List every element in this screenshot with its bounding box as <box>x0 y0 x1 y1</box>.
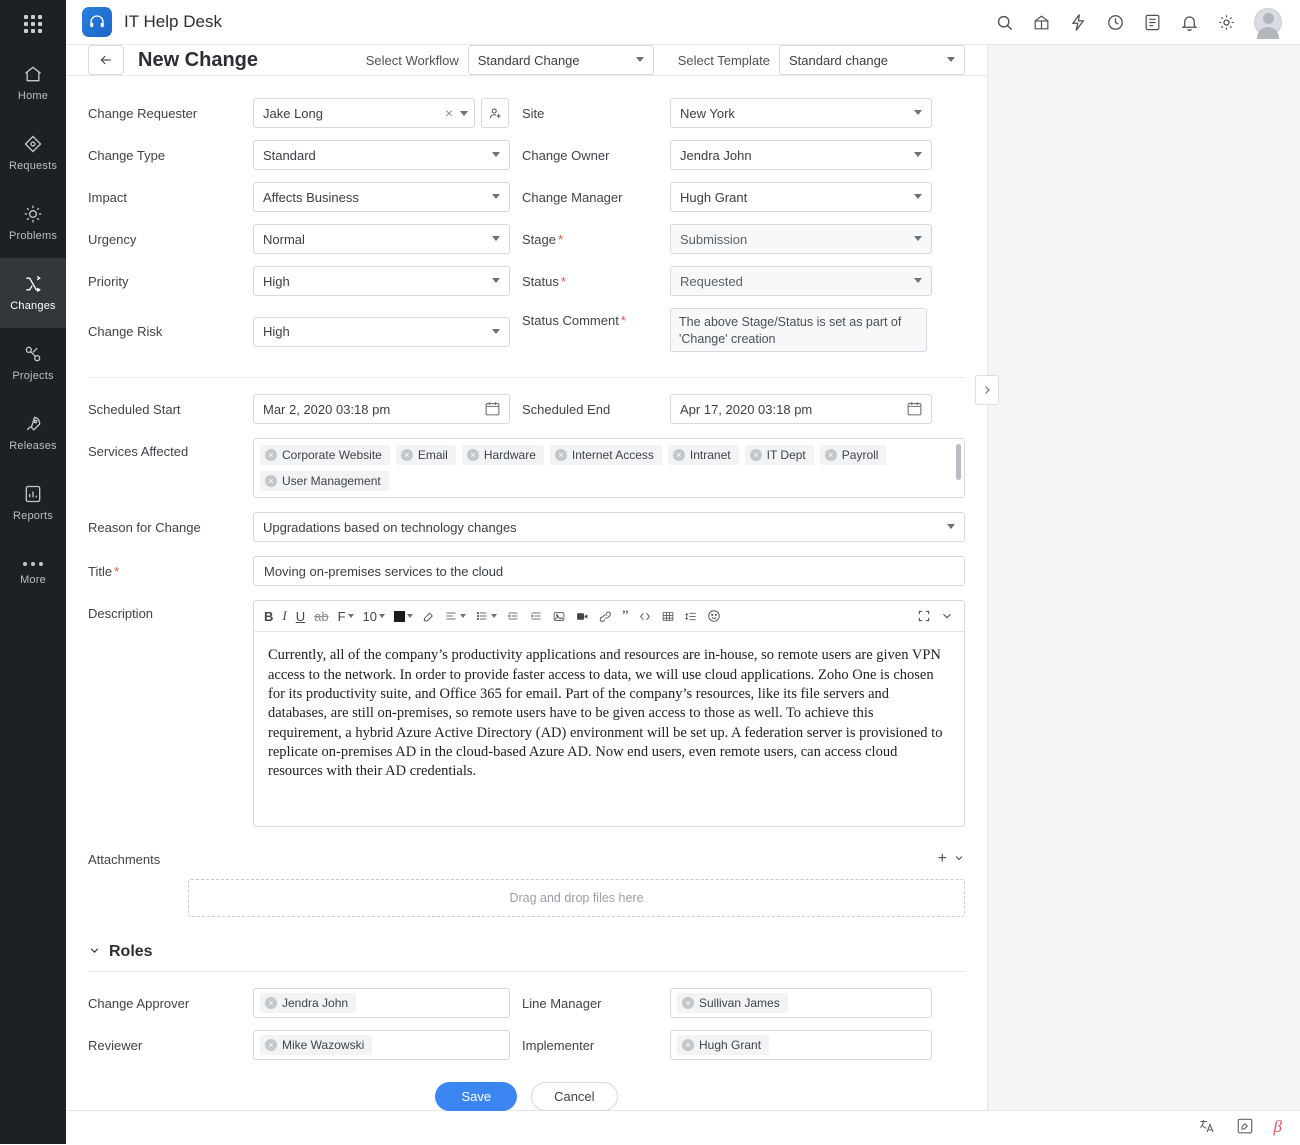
remove-chip-icon[interactable]: × <box>265 1039 277 1051</box>
change-requester-value: Jake Long <box>263 105 323 121</box>
sidebar-item-label: Reports <box>13 510 53 522</box>
change-manager-label: Change Manager <box>522 189 623 205</box>
chip[interactable] <box>396 445 456 465</box>
calendar-icon[interactable] <box>484 400 501 420</box>
priority-field[interactable] <box>253 266 510 296</box>
bell-icon[interactable] <box>1180 13 1199 32</box>
sidebar-item-label: Projects <box>12 370 54 382</box>
page-header <box>66 45 987 76</box>
workflow-select[interactable] <box>468 45 654 75</box>
stage-label: Stage * <box>522 231 564 247</box>
status-comment-field[interactable] <box>670 308 932 355</box>
sidebar-item-label: Home <box>17 90 49 102</box>
reviewer-label: Reviewer <box>88 1037 143 1053</box>
panel-expand-toggle[interactable] <box>975 375 999 405</box>
chip[interactable] <box>677 993 788 1013</box>
grid-apps-icon <box>24 15 42 33</box>
required-marker: * <box>114 563 120 579</box>
change-type-field[interactable] <box>253 140 510 170</box>
status-field[interactable] <box>670 266 932 296</box>
description-row <box>66 600 987 827</box>
priority-label: Priority <box>88 273 129 289</box>
right-gutter <box>988 45 1300 1110</box>
impact-select[interactable] <box>253 182 510 212</box>
chip[interactable] <box>550 445 662 465</box>
page-app-title: IT Help Desk <box>124 12 222 32</box>
chip-label: Hardware <box>483 448 536 463</box>
change-owner-field[interactable] <box>670 140 932 170</box>
strikethrough-icon[interactable]: ab <box>314 608 329 624</box>
sidebar-item-problems[interactable] <box>0 188 66 258</box>
reason-for-change-select[interactable] <box>253 512 965 542</box>
chip-label: Corporate Website <box>282 448 382 463</box>
change-owner-select[interactable] <box>670 140 932 170</box>
services-affected-label: Services Affected <box>88 444 189 460</box>
remove-chip-icon[interactable]: × <box>555 449 567 461</box>
roles-grid <box>66 972 987 1060</box>
table-icon[interactable] <box>661 610 675 623</box>
chip-label: Jendra John <box>282 996 349 1011</box>
attachment-actions <box>938 851 965 867</box>
page-title: New Change <box>138 48 259 71</box>
services-affected-chipbox[interactable] <box>253 438 965 498</box>
status-select[interactable] <box>670 266 932 296</box>
code-icon[interactable] <box>638 610 652 623</box>
attachments-label: Attachments <box>88 851 161 867</box>
reason-for-change-label: Reason for Change <box>88 519 201 535</box>
sidebar-item-label: Requests <box>8 160 58 172</box>
plus-icon[interactable]: + <box>937 850 947 868</box>
chip-label: Payroll <box>841 448 879 463</box>
line-manager-label: Line Manager <box>522 995 602 1011</box>
sidebar-item-changes[interactable] <box>0 258 66 328</box>
chip[interactable] <box>260 471 389 491</box>
save-button[interactable]: Save <box>435 1082 517 1111</box>
attachment-dropzone[interactable] <box>188 879 965 917</box>
dropzone-text: Drag and drop files here <box>509 891 644 906</box>
italic-icon[interactable]: I <box>282 608 287 624</box>
sidebar-item-requests[interactable] <box>0 118 66 188</box>
change-requester-field[interactable] <box>253 98 510 128</box>
changes-icon <box>23 274 43 294</box>
remove-chip-icon[interactable]: × <box>467 449 479 461</box>
fullscreen-icon[interactable] <box>917 609 931 623</box>
chip-label: Sullivan James <box>699 996 780 1011</box>
line-manager-field[interactable] <box>670 988 932 1018</box>
chevron-down-icon[interactable] <box>940 609 954 623</box>
gift-icon[interactable] <box>1032 13 1051 32</box>
align-icon[interactable] <box>444 610 466 622</box>
implementer-field[interactable] <box>670 1030 932 1060</box>
form-actions <box>66 1060 987 1137</box>
description-editor[interactable] <box>253 600 965 827</box>
reason-for-change-row <box>66 512 987 542</box>
template-select-field[interactable] <box>779 45 965 75</box>
change-manager-field[interactable] <box>670 182 932 212</box>
underline-icon[interactable]: U <box>295 608 306 624</box>
notes-icon[interactable] <box>1143 13 1162 32</box>
outdent-icon[interactable] <box>506 610 520 622</box>
chip-label: Hugh Grant <box>699 1038 762 1053</box>
chip-label: IT Dept <box>766 448 806 463</box>
urgency-label: Urgency <box>88 231 137 247</box>
chevron-down-icon[interactable] <box>88 944 101 960</box>
change-type-label: Change Type <box>88 147 166 163</box>
left-navigation-rail <box>0 0 66 1144</box>
workflow-label: Select Workflow <box>365 52 459 68</box>
section-divider <box>88 377 965 378</box>
status-comment-textarea[interactable] <box>670 308 927 352</box>
top-bar-icons <box>995 8 1282 36</box>
sidebar-item-label: More <box>20 574 46 586</box>
bold-icon[interactable]: B <box>264 608 274 624</box>
change-risk-label: Change Risk <box>88 324 163 340</box>
font-size-select[interactable]: 10 <box>363 609 385 624</box>
title-label: Title * <box>88 563 120 579</box>
gear-icon[interactable] <box>1217 13 1236 32</box>
chip-label: Mike Wazowski <box>282 1038 365 1053</box>
attachments-row <box>66 851 987 867</box>
apps-grid-button[interactable] <box>0 0 66 48</box>
change-form-page <box>66 45 988 1110</box>
status-label: Status * <box>522 273 566 289</box>
remove-chip-icon[interactable]: × <box>265 997 277 1009</box>
change-type-select[interactable] <box>253 140 510 170</box>
scheduled-start-input[interactable] <box>253 394 510 424</box>
roles-section-header[interactable] <box>66 943 987 961</box>
chip[interactable] <box>677 1035 769 1055</box>
change-requester-input[interactable] <box>253 98 475 128</box>
chip[interactable] <box>745 445 814 465</box>
scheduled-end-label: Scheduled End <box>522 401 611 417</box>
remove-chip-icon[interactable]: × <box>825 449 837 461</box>
remove-chip-icon[interactable]: × <box>265 475 277 487</box>
scheduled-start-label: Scheduled Start <box>88 401 181 417</box>
form-scroll-area <box>66 76 987 1145</box>
translate-icon[interactable] <box>1198 1117 1216 1138</box>
roles-section-title: Roles <box>109 943 153 961</box>
status-comment-label: Status Comment * <box>522 313 626 329</box>
remove-chip-icon[interactable]: × <box>265 449 277 461</box>
rocket-icon <box>23 414 43 434</box>
home-icon <box>23 64 43 84</box>
chip-label: Intranet <box>689 448 731 463</box>
avatar[interactable] <box>1254 8 1282 36</box>
add-person-icon[interactable] <box>481 98 509 128</box>
chevron-down-icon <box>460 111 468 116</box>
content-wrap <box>66 45 1300 1110</box>
highlight-icon[interactable] <box>422 610 435 623</box>
remove-chip-icon[interactable]: × <box>750 449 762 461</box>
scheduled-start-field[interactable] <box>253 394 510 424</box>
bullet-list-icon[interactable] <box>475 610 497 622</box>
remove-chip-icon[interactable]: × <box>401 449 413 461</box>
remove-chip-icon[interactable]: × <box>682 1039 694 1051</box>
impact-field[interactable] <box>253 182 510 212</box>
ellipsis-icon <box>22 560 44 568</box>
app-logo-icon <box>82 7 112 37</box>
ticket-icon <box>23 134 43 154</box>
scheduled-end-input[interactable] <box>670 394 932 424</box>
remove-chip-icon[interactable]: × <box>682 997 694 1009</box>
search-icon[interactable] <box>995 13 1014 32</box>
workflow-selector-group <box>366 45 654 75</box>
quote-icon[interactable]: ” <box>622 607 629 624</box>
description-text[interactable]: Currently, all of the company’s productivity applications and resources are in-house, so remote users are given VPN access to the network. In order to provide faster access to data, we will use cloud applications. Zoho One is chosen for its productivity suite, and Office 365 for email. Part of the company’s resources, like its file servers and databases, are still on-premises, so remote users have to be given access to those as well. To achieve this requirement, a hybrid Azure Active Directory (AD) environment will be set up. A federation server is provisioned to replicate on-premises AD in the cloud-based Azure AD. Now end users, even remote users, can access cloud resources with their AD credentials. <box>268 647 943 780</box>
clear-icon[interactable]: × <box>444 105 453 122</box>
template-label: Select Template <box>677 52 770 68</box>
font-icon[interactable]: F <box>338 609 354 624</box>
flash-icon[interactable] <box>1069 13 1088 32</box>
title-input[interactable] <box>253 556 965 586</box>
site-select[interactable] <box>670 98 932 128</box>
stage-field[interactable] <box>670 224 932 254</box>
chip-label: User Management <box>282 474 381 489</box>
chip-label: Email <box>417 448 448 463</box>
top-bar <box>66 0 1300 45</box>
sidebar-item-releases[interactable] <box>0 398 66 468</box>
projects-icon <box>23 344 43 364</box>
text-color-swatch[interactable] <box>394 611 413 622</box>
title-row <box>66 556 987 586</box>
video-icon[interactable] <box>575 610 590 623</box>
chevron-down-icon[interactable] <box>953 852 965 867</box>
link-icon[interactable] <box>599 610 613 623</box>
stage-select[interactable] <box>670 224 932 254</box>
required-marker: * <box>620 313 626 329</box>
required-marker: * <box>560 273 566 289</box>
sidebar-item-home[interactable] <box>0 48 66 118</box>
description-label: Description <box>88 606 154 622</box>
reports-icon <box>23 484 43 504</box>
site-label: Site <box>522 105 545 121</box>
sidebar-item-label: Problems <box>8 230 58 242</box>
sidebar-item-label: Releases <box>9 440 57 452</box>
schedule-row <box>66 394 987 424</box>
editor-toolbar <box>254 601 964 632</box>
history-icon[interactable] <box>1106 13 1125 32</box>
sidebar-item-reports[interactable] <box>0 468 66 538</box>
back-button[interactable] <box>88 45 124 75</box>
chip[interactable] <box>820 445 887 465</box>
urgency-select[interactable] <box>253 224 510 254</box>
template-select[interactable] <box>779 45 965 75</box>
impact-label: Impact <box>88 189 128 205</box>
site-field[interactable] <box>670 98 932 128</box>
scheduled-end-field[interactable] <box>670 394 932 424</box>
change-approver-label: Change Approver <box>88 995 190 1011</box>
priority-select[interactable] <box>253 266 510 296</box>
beta-badge: β <box>1273 1117 1282 1137</box>
required-marker: * <box>557 231 564 247</box>
workflow-select-field[interactable] <box>468 45 654 75</box>
chipbox-scrollbar[interactable] <box>956 444 961 480</box>
change-risk-select[interactable] <box>253 317 510 347</box>
remove-chip-icon[interactable]: × <box>673 449 685 461</box>
services-affected-row <box>66 438 987 498</box>
chip[interactable] <box>260 1035 372 1055</box>
sidebar-item-projects[interactable] <box>0 328 66 398</box>
change-risk-field[interactable] <box>253 317 510 347</box>
sidebar-item-label: Changes <box>10 300 56 312</box>
indent-icon[interactable] <box>529 610 543 622</box>
reason-for-change-field[interactable] <box>253 512 965 542</box>
calendar-icon[interactable] <box>906 400 923 420</box>
chip[interactable] <box>260 445 390 465</box>
change-approver-field[interactable] <box>253 988 510 1018</box>
change-owner-label: Change Owner <box>522 147 610 163</box>
chip[interactable] <box>668 445 739 465</box>
reviewer-field[interactable] <box>253 1030 510 1060</box>
primary-fields-grid <box>66 76 987 355</box>
problem-icon <box>23 204 43 224</box>
main-area <box>66 0 1300 1144</box>
sidebar-item-more[interactable] <box>0 538 66 608</box>
chip-label: Internet Access <box>571 448 654 463</box>
change-requester-label: Change Requester <box>88 105 198 121</box>
line-height-icon[interactable] <box>684 610 698 623</box>
change-manager-select[interactable] <box>670 182 932 212</box>
emoji-icon[interactable] <box>707 609 721 623</box>
image-icon[interactable] <box>552 610 566 623</box>
chip[interactable] <box>462 445 544 465</box>
urgency-field[interactable] <box>253 224 510 254</box>
chip[interactable] <box>260 993 356 1013</box>
template-selector-group <box>678 45 965 75</box>
edit-note-icon[interactable] <box>1236 1117 1254 1138</box>
implementer-label: Implementer <box>522 1037 595 1053</box>
cancel-button[interactable]: Cancel <box>531 1082 617 1111</box>
